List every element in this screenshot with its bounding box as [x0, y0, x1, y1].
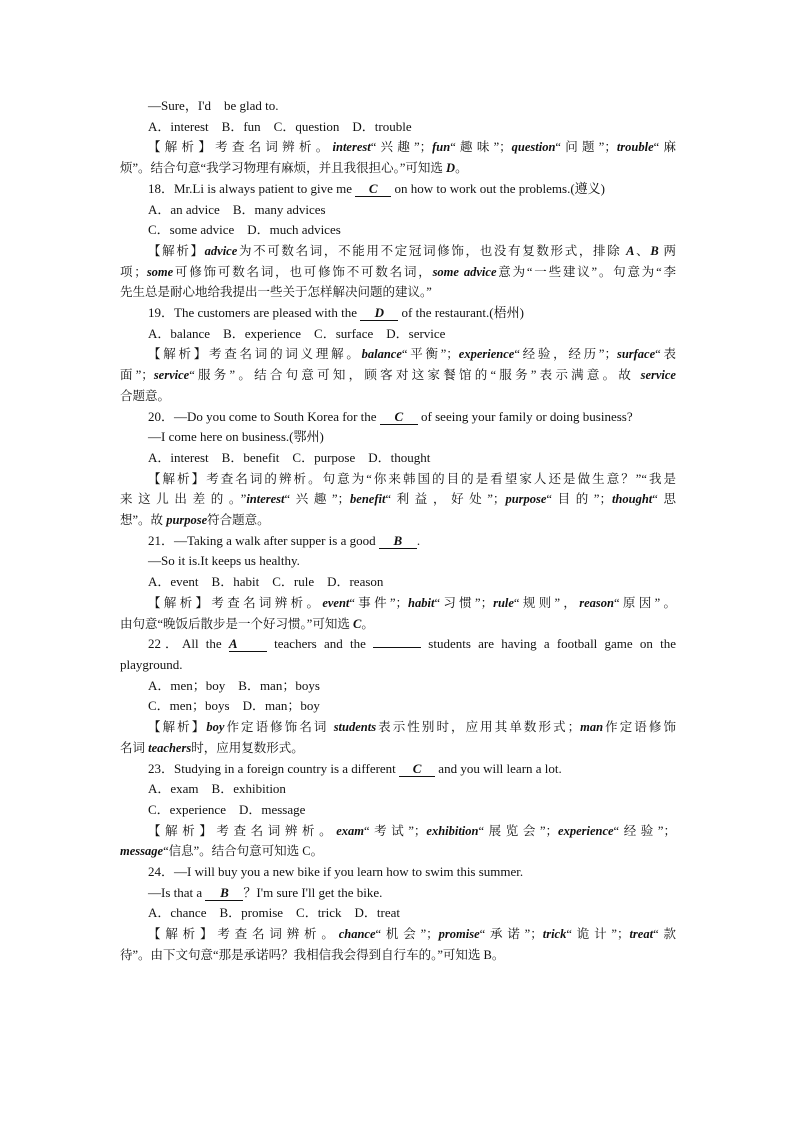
- question-24: 24．—I will buy you a new bike if you learn how to swim this summer.: [148, 864, 524, 880]
- question-19: 19．The customers are pleased with the D of the restaurant.(梧州): [148, 305, 524, 321]
- answer-blank: D: [360, 305, 398, 321]
- explanation-cont: 合题意。: [120, 388, 171, 403]
- page-content: [120, 96, 676, 966]
- answer-blank: C: [355, 181, 391, 197]
- explanation-cont: message“信息”。结合句意可知选 C。: [120, 844, 324, 859]
- options: C．experience D．message: [148, 801, 306, 817]
- options: C．some advice D．much advices: [148, 222, 341, 238]
- explanation-cont: 项；some可修饰可数名词，也可修饰不可数名词，some advice意为“一些建议”。句意为“李: [120, 264, 676, 279]
- answer-blank: A: [229, 636, 267, 652]
- question-23: 23．Studying in a foreign country is a different C and you will learn a lot.: [148, 760, 562, 776]
- explanation-cont: 来这儿出差的。”interest“兴趣”；benefit“利益，好处”；purpose“目的”；thought“思: [120, 492, 676, 507]
- explanation-cont: 先生总是耐心地给我提出一些关于怎样解决问题的建议。”: [120, 285, 432, 300]
- options: C．men；boys D．man；boy: [148, 698, 320, 714]
- options: A．chance B．promise C．trick D．treat: [148, 905, 400, 921]
- options: A．event B．habit C．rule D．reason: [148, 574, 384, 590]
- question-18: 18．Mr.Li is always patient to give me C on how to work out the problems.(遵义): [148, 180, 606, 196]
- explanation: 【解析】考查名词辨析。interest“兴趣”；fun“趣味”；question“问题”；trouble“麻: [148, 140, 676, 155]
- options: A．interest B．benefit C．purpose D．thought: [148, 449, 431, 465]
- question-22-cont: playground.: [120, 656, 183, 672]
- dialog-line: —So it is.It keeps us healthy.: [148, 553, 300, 569]
- answer-blank: B: [379, 533, 417, 549]
- explanation-cont: 面”；service“服务”。结合句意可知，顾客对这家餐馆的“服务”表示满意。故 service: [120, 368, 676, 383]
- question-22: 22．All the A teachers and the students are having a football game on the: [148, 636, 677, 652]
- options: A．balance B．experience C．surface D．service: [148, 325, 446, 341]
- dialog-line: —I come here on business.(鄂州): [148, 429, 324, 445]
- explanation-cont: 名词 teachers时，应用复数形式。: [120, 740, 304, 755]
- dialog-line: —Sure，I'd be glad to.: [148, 98, 279, 113]
- explanation: 【解析】考查名词辨析。event“事件”；habit“习惯”；rule“规则”，reason“原因”。: [148, 595, 676, 610]
- explanation: 【解析】考查名词辨析。chance“机会”；promise“承诺”；trick“诡计”；treat“款: [148, 927, 676, 942]
- explanation: 【解析】advice为不可数名词，不能用不定冠词修饰，也没有复数形式，排除 A、B 两: [148, 243, 676, 258]
- explanation: 【解析】考查名词辨析。exam“考试”；exhibition“展览会”；experience“经验”；: [148, 823, 676, 838]
- answer-blank: C: [399, 761, 435, 777]
- explanation: 【解析】考查名词的辨析。句意为“你来韩国的目的是看望家人还是做生意？”“我是: [148, 471, 676, 486]
- explanation: 【解析】boy作定语修饰名词 students表示性别时，应用其单数形式；man作定语修饰: [148, 720, 676, 735]
- explanation-cont: 烦”。结合句意“我学习物理有麻烦，并且我很担心。”可知选 D。: [120, 161, 468, 176]
- explanation-cont: 待”。由下文句意“那是承诺吗？我相信我会得到自行车的。”可知选 B。: [120, 947, 505, 962]
- question-20: 20．—Do you come to South Korea for the C of seeing your family or doing business?: [148, 408, 633, 424]
- explanation-cont: 由句意“晚饭后散步是一个好习惯。”可知选 C。: [120, 616, 374, 631]
- options: A．an advice B．many advices: [148, 201, 326, 217]
- dialog-line: —Is that a B ？I'm sure I'll get the bike.: [148, 884, 383, 900]
- explanation-cont: 想”。故 purpose符合题意。: [120, 513, 270, 528]
- question-21: 21．—Taking a walk after supper is a good B .: [148, 532, 421, 548]
- options: A．men；boy B．man；boys: [148, 677, 320, 693]
- answer-blank: B: [205, 885, 243, 901]
- blank: [373, 647, 421, 648]
- explanation: 【解析】考查名词的词义理解。balance“平衡”；experience“经验，经历”；surface“表: [148, 347, 676, 362]
- options: A．interest B．fun C．question D．trouble: [148, 118, 412, 134]
- options: A．exam B．exhibition: [148, 781, 286, 797]
- answer-blank: C: [380, 409, 418, 425]
